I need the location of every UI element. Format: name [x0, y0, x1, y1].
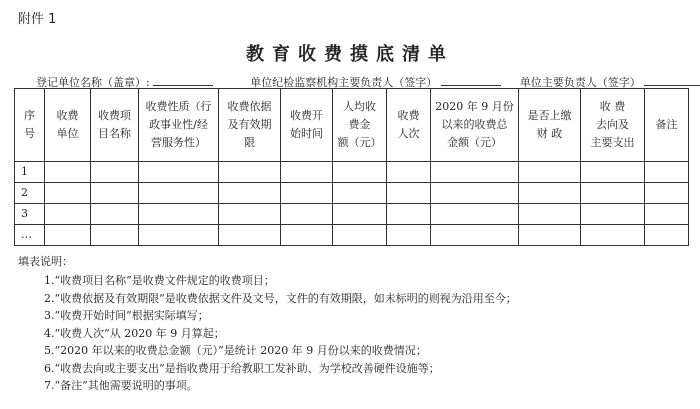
cell[interactable]	[45, 204, 91, 225]
cell[interactable]	[333, 225, 387, 246]
cell[interactable]	[581, 204, 645, 225]
cell[interactable]	[281, 204, 333, 225]
instructions	[18, 253, 517, 395]
instructions-list	[18, 272, 517, 395]
instruction-item: 7.“备注”其他需要说明的事项。	[44, 379, 198, 392]
cell[interactable]	[333, 204, 387, 225]
cell[interactable]	[645, 162, 689, 183]
cell[interactable]	[139, 162, 219, 183]
cell[interactable]	[431, 225, 519, 246]
row-index: 2	[15, 183, 45, 204]
row-index: 3	[15, 204, 45, 225]
header-start-time: 收费开 始时间	[281, 89, 333, 162]
cell[interactable]	[45, 162, 91, 183]
row-index: 1	[15, 162, 45, 183]
attachment-label: 附件 1	[18, 12, 57, 27]
cell[interactable]	[333, 162, 387, 183]
header-index: 序 号	[15, 89, 45, 162]
cell[interactable]	[387, 225, 431, 246]
cell[interactable]	[91, 204, 139, 225]
header-person-times: 收费 人次	[387, 89, 431, 162]
cell[interactable]	[281, 225, 333, 246]
instructions-heading: 填表说明：	[18, 255, 73, 268]
instruction-item: 6.“收费去向或主要支出”是指收费用于给教职工发补助、为学校改善硬件设施等；	[44, 361, 440, 375]
cell[interactable]	[519, 162, 581, 183]
header-remarks: 备注	[645, 89, 689, 162]
cell[interactable]	[333, 183, 387, 204]
cell[interactable]	[431, 162, 519, 183]
cell[interactable]	[431, 204, 519, 225]
supervisor-blank[interactable]	[441, 75, 501, 86]
header-item-name: 收费项 目名称	[91, 89, 139, 162]
cell[interactable]	[45, 225, 91, 246]
cell[interactable]	[139, 183, 219, 204]
table-row	[15, 204, 689, 225]
table-row	[15, 162, 689, 183]
cell[interactable]	[91, 183, 139, 204]
cell[interactable]	[645, 204, 689, 225]
instruction-item: 4.“收费人次”从 2020 年 9 月算起；	[44, 326, 225, 340]
cell[interactable]	[519, 183, 581, 204]
unit-name-label: 登记单位名称（盖章）:	[36, 76, 150, 89]
cell[interactable]	[45, 183, 91, 204]
cell[interactable]	[431, 183, 519, 204]
cell[interactable]	[387, 162, 431, 183]
cell[interactable]	[219, 204, 281, 225]
instruction-item: 1.“收费项目名称”是收费文件规定的收费项目；	[44, 274, 275, 287]
cell[interactable]	[91, 225, 139, 246]
instruction-item: 3.“收费开始时间”根据实际填写；	[44, 309, 209, 322]
cell[interactable]	[387, 183, 431, 204]
cell[interactable]	[645, 183, 689, 204]
table-row	[15, 225, 689, 246]
row-index: …	[15, 225, 45, 246]
cell[interactable]	[581, 183, 645, 204]
header-remitted: 是否上缴 财 政	[519, 89, 581, 162]
principal-label: 单位主要负责人（签字）	[519, 76, 641, 89]
instruction-item: 5.“2020 年以来的收费总金额（元）”是统计 2020 年 9 月份以来的收费情况；	[44, 344, 427, 357]
unit-name-blank[interactable]	[153, 75, 213, 86]
header-per-capita-amount: 人均收 费金 额（元）	[333, 89, 387, 162]
supervisor-label: 单位纪检监察机构主要负责人（签字）	[250, 76, 438, 89]
header-fee-unit: 收费 单位	[45, 89, 91, 162]
principal-blank[interactable]	[644, 75, 700, 86]
cell[interactable]	[281, 162, 333, 183]
table-header-row	[15, 89, 689, 162]
cell[interactable]	[219, 225, 281, 246]
cell[interactable]	[219, 162, 281, 183]
table-row	[15, 183, 689, 204]
cell[interactable]	[281, 183, 333, 204]
cell[interactable]	[91, 162, 139, 183]
cell[interactable]	[139, 204, 219, 225]
header-total-amount: 2020 年 9 月份 以来的收费总 金额（元）	[431, 89, 519, 162]
page-title: 教育收费摸底清单	[246, 44, 454, 65]
fee-list-table	[14, 88, 689, 246]
cell[interactable]	[581, 225, 645, 246]
cell[interactable]	[519, 225, 581, 246]
header-fee-nature: 收费性质（行 政事业性/经 营服务性）	[139, 89, 219, 162]
cell[interactable]	[581, 162, 645, 183]
cell[interactable]	[645, 225, 689, 246]
instruction-item: 2.“收费依据及有效期限”是收费依据文件及文号，文件的有效期限，如未标明的则视为沿用至今；	[44, 291, 517, 305]
cell[interactable]	[219, 183, 281, 204]
cell[interactable]	[387, 204, 431, 225]
cell[interactable]	[519, 204, 581, 225]
cell[interactable]	[139, 225, 219, 246]
header-destination: 收 费 去向及 主要支出	[581, 89, 645, 162]
header-fee-basis: 收费依据 及有效期 限	[219, 89, 281, 162]
